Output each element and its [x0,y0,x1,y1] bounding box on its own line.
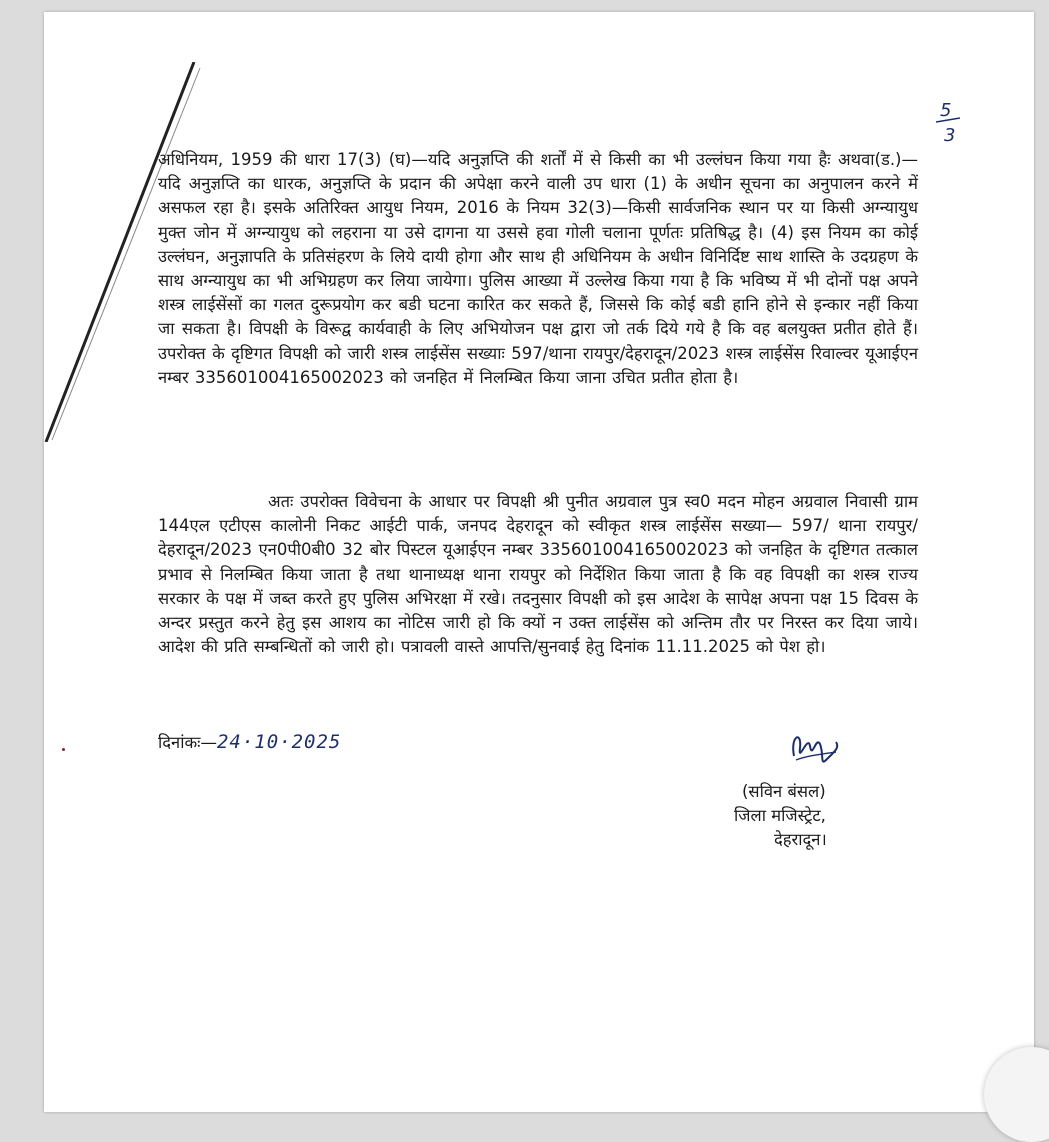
paragraph-statute: अधिनियम, 1959 की धारा 17(3) (घ)—यदि अनुज्ञप्ति की शर्तों में से किसी का भी उल्लंघन किया गया हैः अथवा(ड.)—यदि अनुज्ञप्ति का धारक, अनुज्ञप्ति के प्रदान की अपेक्षा करने वाली उप धारा (1) के अधीन सूचना का अनुपालन करने में असफल रहा है। इसके अतिरिक्त आयुध नियम, 2016 के नियम 32(3)—किसी सार्वजनिक स्थान पर या किसी अग्न्यायुध मुक्त जोन में अग्न्यायुध को लहराना या उसे दागना या उससे हवा गोली चलाना पूर्णतः प्रतिषिद्ध है। (4) इस नियम का कोई उल्लंघन, अनुज्ञापति के प्रतिसंहरण के लिये दायी होगा और साथ ही अधिनियम के अधीन विनिर्दिष्ट साथ शास्ति के उदग्रहण के साथ अग्न्यायुध का भी अभिग्रहण कर लिया जायेगा। पुलिस आख्या में उल्लेख किया गया है कि भविष्य में भी दोनों पक्ष अपने शस्त्र लाईसेंसों का गलत दुरूप्रयोग कर बडी घटना कारित कर सकते हैं, जिससे कि कोई बडी हानि होने से इन्कार नहीं किया जा सकता है। विपक्षी के विरूद्व कार्यवाही के लिए अभियोजन पक्ष द्वारा जो तर्क दिये गये है कि वह बलयुक्त प्रतीत होते हैं। उपरोक्त के दृष्टिगत विपक्षी को जारी शस्त्र लाईसेंस सख्याः 597/थाना रायपुर/देहरादून/2023 शस्त्र लाईसेंस रिवाल्वर यूआईएन नम्बर 335601004165002023 को जनहित में निलम्बित किया जाना उचित प्रतीत होता है। [158,150,918,387]
signatory-block [734,780,827,852]
signatory-designation: जिला मजिस्ट्रेट, [734,806,826,825]
paragraph-order-text: अतः उपरोक्त विवेचना के आधार पर विपक्षी श्री पुनीत अग्रवाल पुत्र स्व0 मदन मोहन अग्रवाल निवासी ग्राम 144एल एटीएस कालोनी निकट आईटी पार्क, जनपद देहरादून को स्वीकृत शस्त्र लाईसेंस सख्या— 597/ थाना रायपुर/देहरादून/2023 एन0पी0बी0 32 बोर पिस्टल यूआईएन नम्बर 335601004165002023 को जनहित के दृष्टिगत तत्काल प्रभाव से निलम्बित किया जाता है तथा थानाध्यक्ष थाना रायपुर को निर्देशित किया जाता है कि वह विपक्षी का शस्त्र राज्य सरकार के पक्ष में जब्त करते हुए पुलिस अभिरक्षा में रखे। तदनुसार विपक्षी को इस आदेश के सापेक्ष अपना पक्ष 15 दिवस के अन्दर प्रस्तुत करने हेतु इस आशय का नोटिस जारी हो कि क्यों न उक्त लाईसेंस को अन्तिम तौर पर निरस्त कर दिया जाये। आदेश की प्रति सम्बन्धितों को जारी हो। पत्रावली वास्ते आपत्ति/सुनवाई हेतु दिनांक 11.11.2025 को पेश हो। [158,492,918,657]
svg-text:3: 3 [944,125,956,146]
svg-text:5: 5 [940,100,952,121]
paragraph-order [158,490,918,659]
document-page [44,12,1034,1112]
page-number-mark [932,96,966,146]
signatory-place: देहरादून। [774,830,827,849]
signatory-name: (सविन बंसल) [742,782,826,801]
date-label: दिनांकः— [158,733,217,752]
date-line [158,730,341,753]
handwritten-date: 24·10·2025 [216,731,342,753]
scan-speck [62,748,65,751]
signature-scribble [786,726,846,776]
